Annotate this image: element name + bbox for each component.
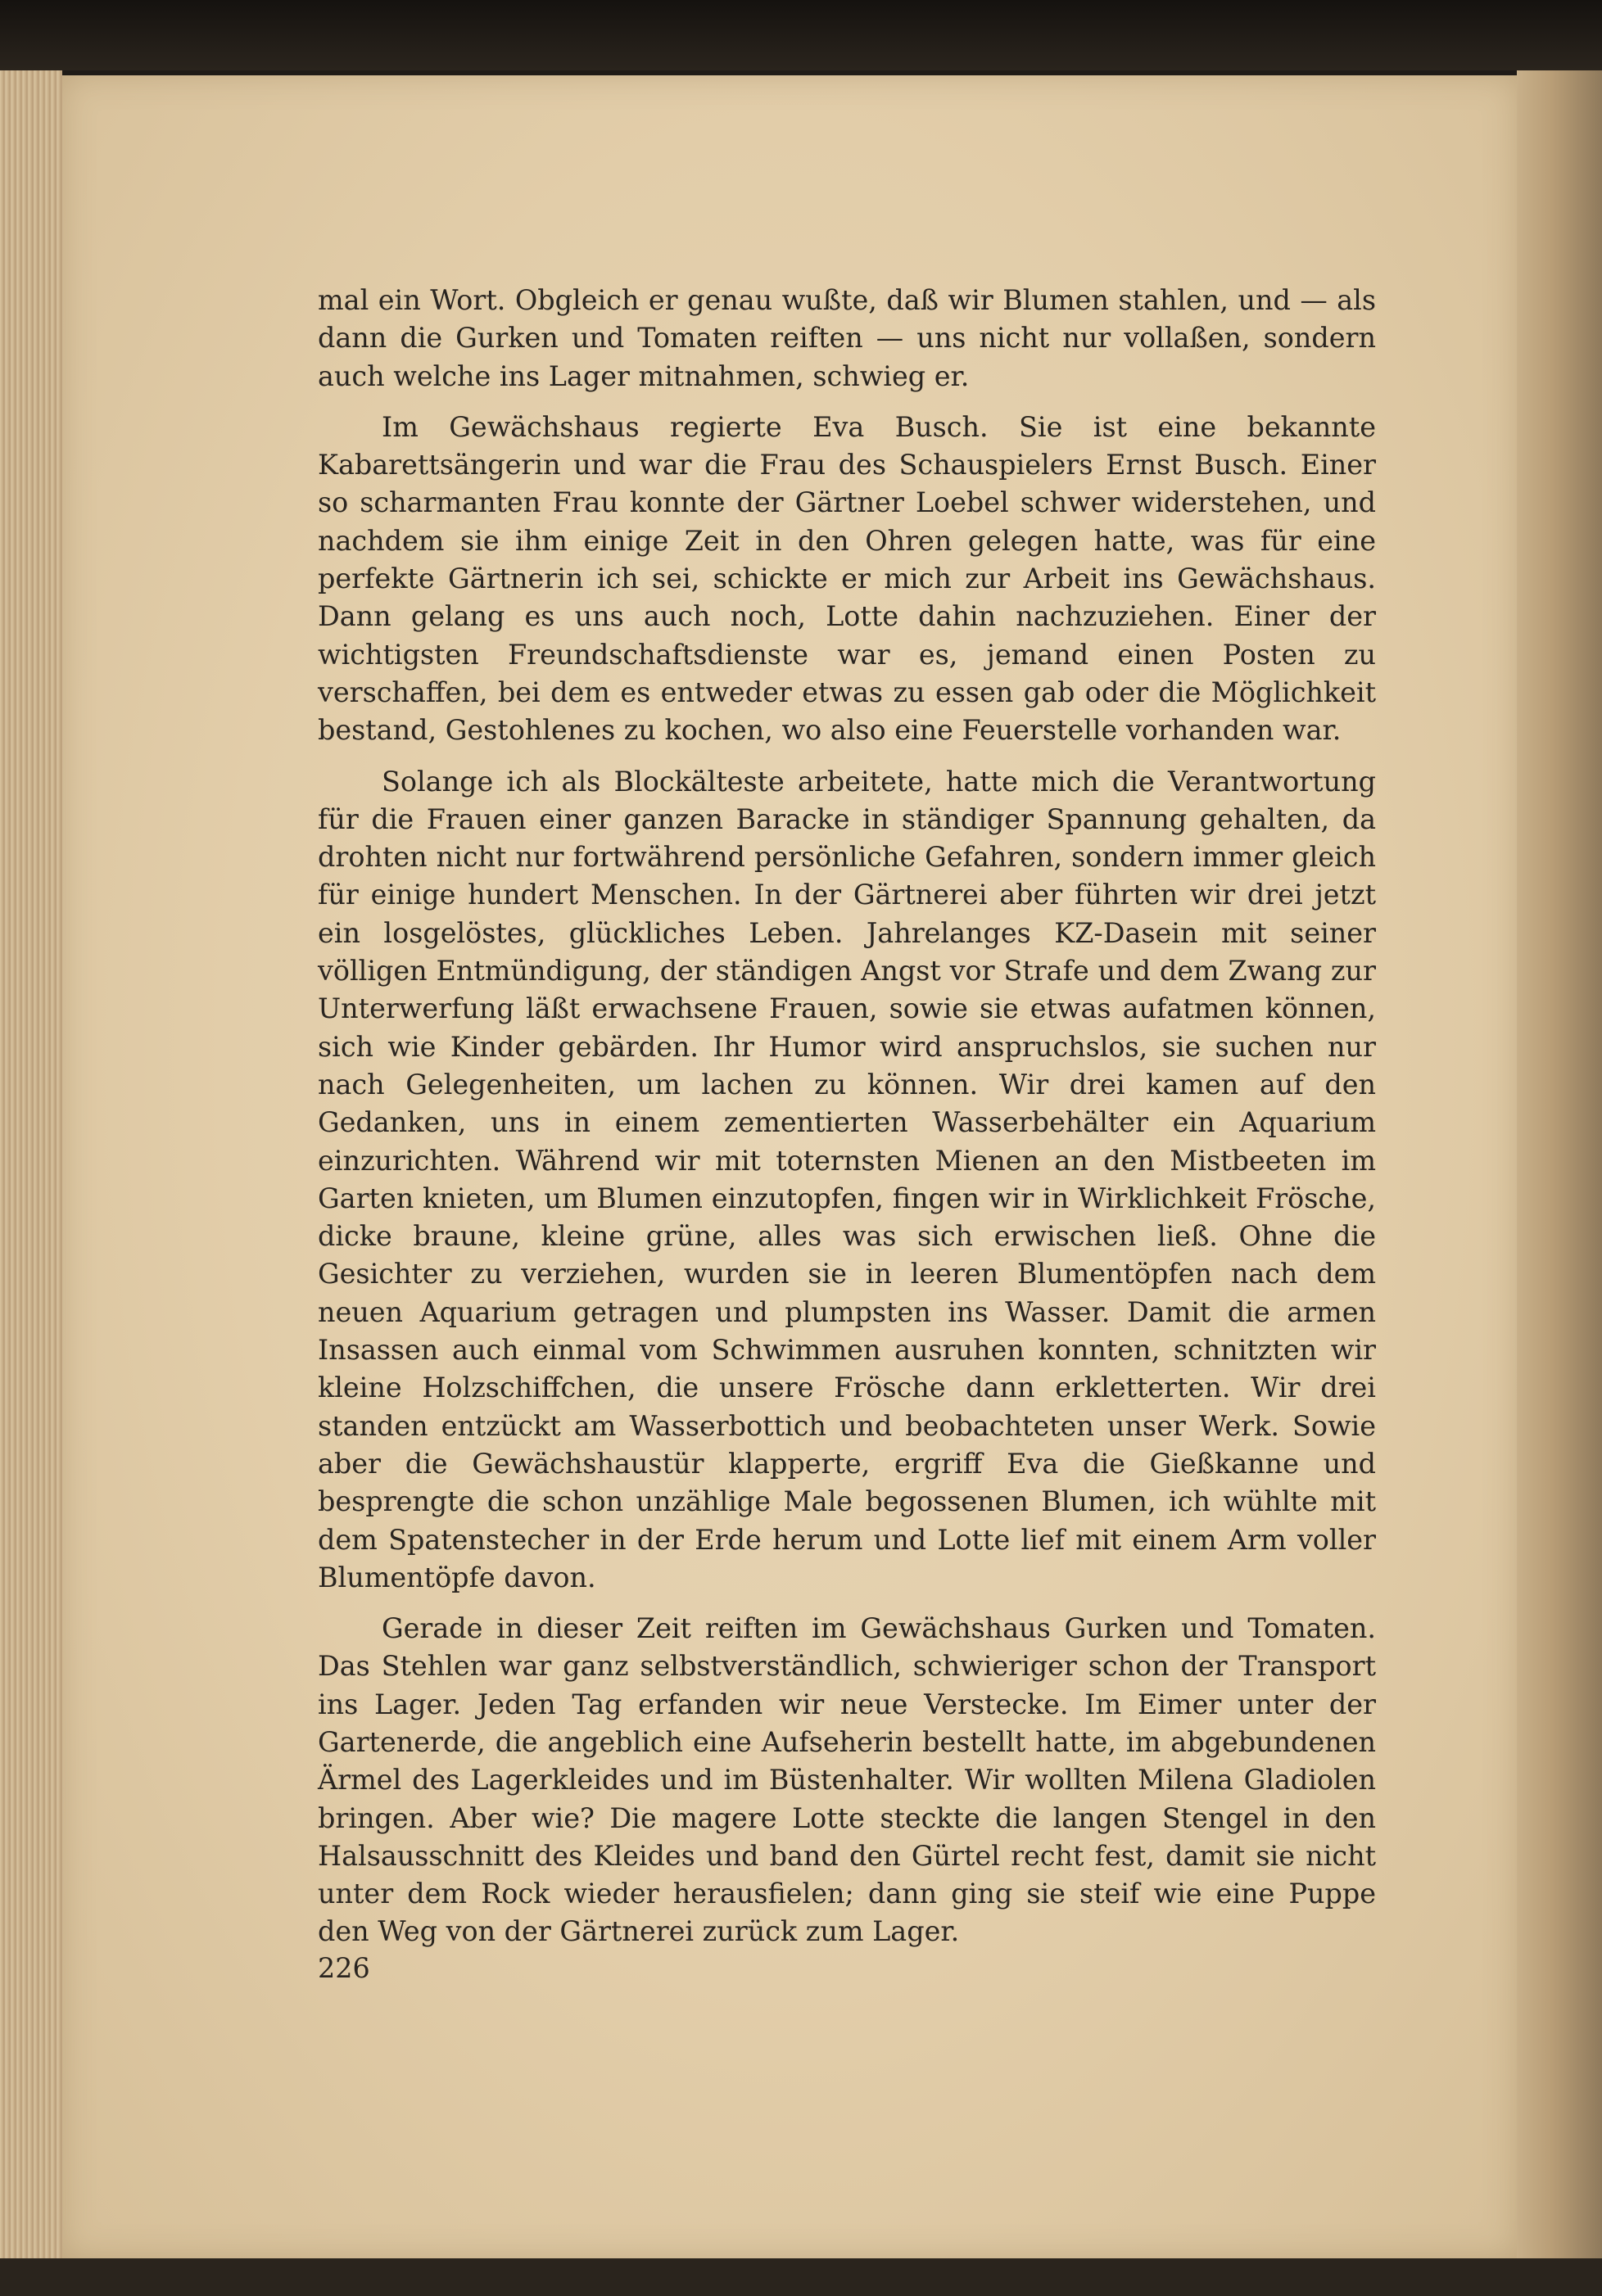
paragraph-1: mal ein Wort. Obgleich er genau wußte, daß wir Blumen stahlen, und — als dann die Gurken und Tomaten reiften — uns nicht nur vollaßen, sondern auch welche ins Lager mitnahmen, schwieg er. [318,284,1376,392]
book-right-edge [1517,70,1602,2281]
paragraph-3: Solange ich als Blockälteste arbeitete, hatte mich die Verantwortung für die Frauen einer ganzen Baracke in ständiger Spannung gehalten, da drohten nicht nur fortwährend persönliche Gefahren, sondern immer gleich für einige hundert Menschen. In der Gärtnerei aber führten wir drei jetzt ein losgelöstes, glückliches Leben. Jahrelanges KZ-Dasein mit seiner völligen Entmündigung, der ständigen Angst vor Strafe und dem Zwang zur Unterwerfung läßt erwachsene Frauen, sowie sie etwas aufatmen können, sich wie Kinder gebärden. Ihr Humor wird anspruchslos, sie suchen nur nach Gelegenheiten, um lachen zu können. Wir drei kamen auf den Gedanken, uns in einem zementierten Wasserbehälter ein Aquarium einzurichten. Während wir mit toternsten Mienen an den Mistbeeten im Garten knieten, um Blumen einzutopfen, fingen wir in Wirklichkeit Frösche, dicke braune, kleine grüne, alles was sich erwischen ließ. Ohne die Gesichter zu verziehen, wurden sie in leeren Blumentöpfen nach dem neuen Aquarium getragen und plumpsten ins Wasser. Damit die armen Insassen auch einmal vom Schwimmen ausruhen konnten, schnitzten wir kleine Holzschiffchen, die unsere Frösche dann erkletterten. Wir drei standen entzückt am Wasserbottich und beobachteten unser Werk. Sowie aber die Gewächshaustür klapperte, ergriff Eva die Gießkanne und besprengte die schon unzählige Male begossenen Blumen, ich wühlte mit dem Spatenstecher in der Erde herum und Lotte lief mit einem Arm voller Blumentöpfe davon. [318,765,1376,1593]
body-text [318,282,1376,1964]
book-page-edges [0,70,62,2265]
scan-bottom-shadow [0,2258,1602,2296]
paragraph-2: Im Gewächshaus regierte Eva Busch. Sie ist eine bekannte Kabarettsängerin und war die Frau des Schauspielers Ernst Busch. Einer so scharmanten Frau konnte der Gärtner Loebel schwer widerstehen, und nachdem sie ihm einige Zeit in den Ohren gelegen hatte, was für eine perfekte Gärtnerin ich sei, schickte er mich zur Arbeit ins Gewächshaus. Dann gelang es uns auch noch, Lotte dahin nachzuziehen. Einer der wichtigsten Freundschaftsdienste war es, jemand einen Posten zu verschaffen, bei dem es entweder etwas zu essen gab oder die Möglichkeit bestand, Gestohlenes zu kochen, wo also eine Feuerstelle vorhanden war. [318,410,1376,747]
page-number: 226 [318,1952,370,1984]
scan-top-shadow [0,0,1602,70]
paragraph-4: Gerade in dieser Zeit reiften im Gewächshaus Gurken und Tomaten. Das Stehlen war ganz selbstverständlich, schwieriger schon der Transport ins Lager. Jeden Tag erfanden wir neue Verstecke. Im Eimer unter der Gartenerde, die angeblich eine Aufseherin bestellt hatte, im abgebundenen Ärmel des Lagerkleides und im Büstenhalter. Wir wollten Milena Gladiolen bringen. Aber wie? Die magere Lotte steckte die langen Stengel in den Halsausschnitt des Kleides und band den Gürtel recht fest, damit sie nicht unter dem Rock wieder herausfielen; dann ging sie steif wie eine Puppe den Weg von der Gärtnerei zurück zum Lager. [318,1612,1376,1948]
